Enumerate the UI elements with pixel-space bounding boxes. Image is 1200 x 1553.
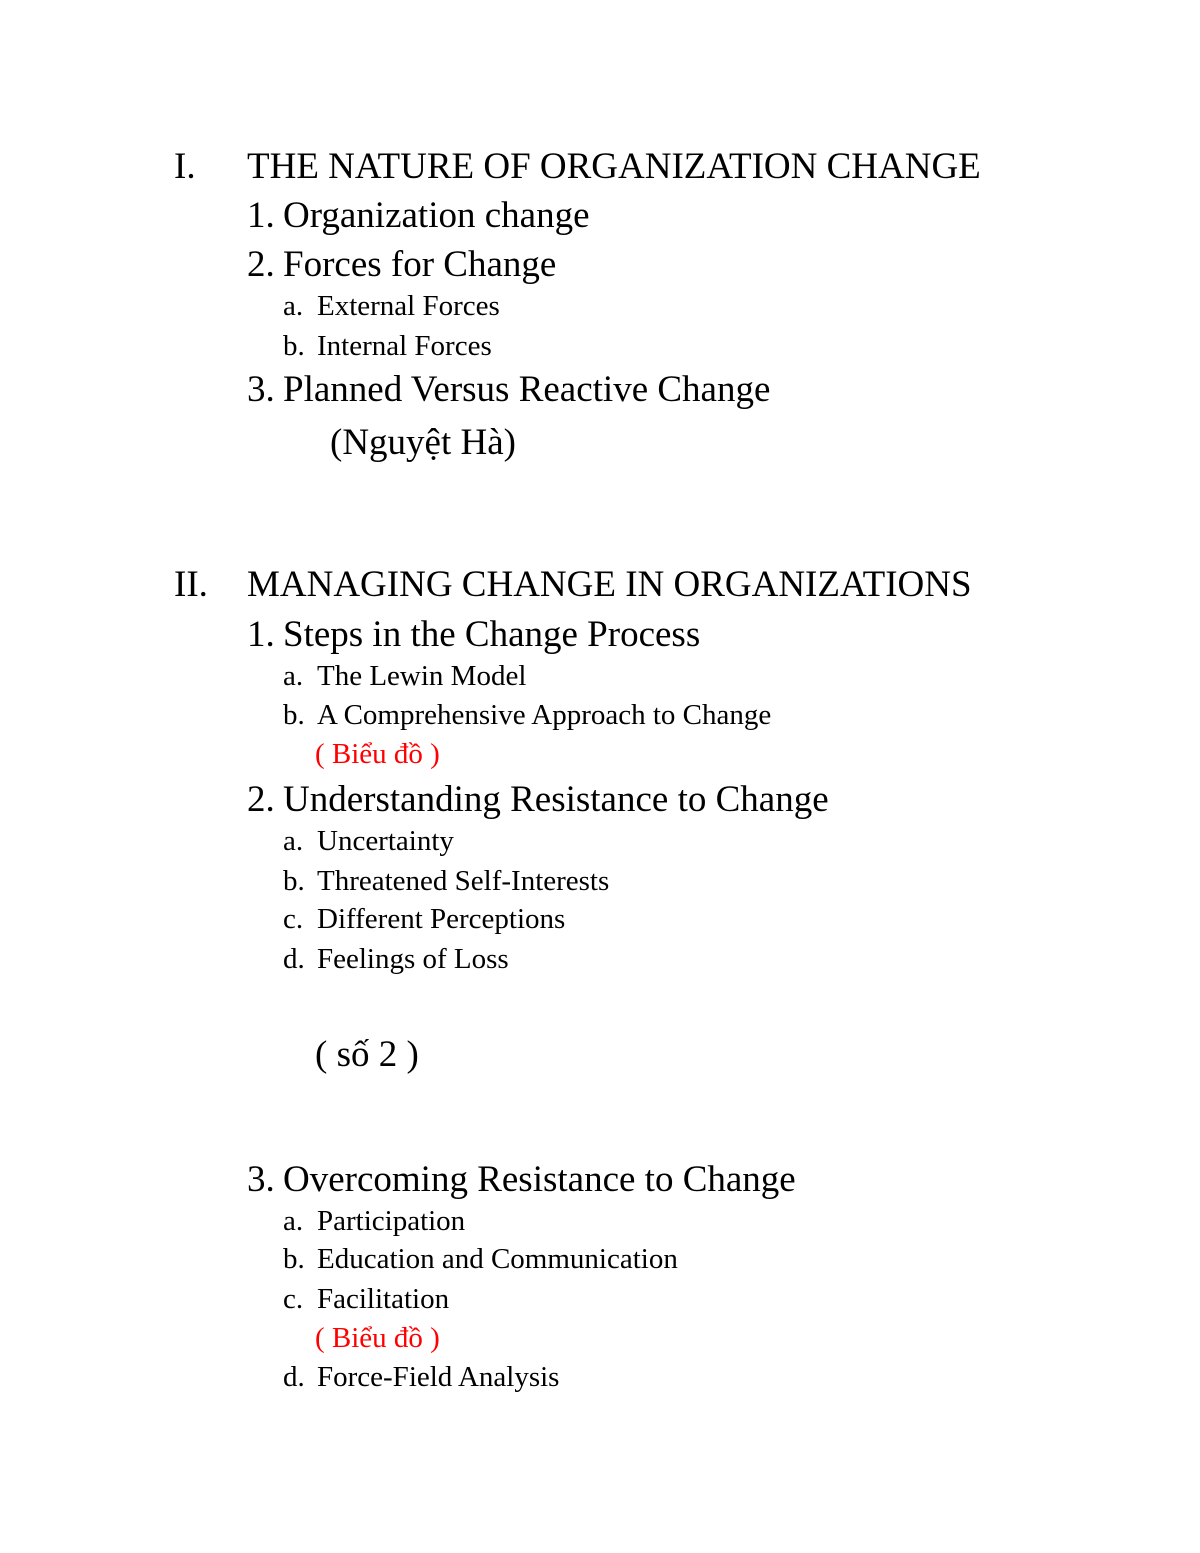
s1-item-2-text: Forces for Change — [283, 244, 557, 285]
s2-item-2-sub-a-letter: a. — [283, 825, 304, 857]
s1-item-2-number: 2. — [247, 244, 275, 285]
s2-item-2-sub-b-letter: b. — [283, 865, 305, 897]
author-note: (Nguyệt Hà) — [330, 422, 516, 463]
s1-item-2-sub-b-letter: b. — [283, 330, 305, 362]
s2-item-2-sub-c-text: Different Perceptions — [317, 903, 566, 935]
s2-item-3-chart-note: ( Biểu đồ ) — [315, 1322, 440, 1354]
s2-item-3-sub-b-letter: b. — [283, 1243, 305, 1275]
s1-item-3-text: Planned Versus Reactive Change — [283, 369, 771, 410]
s2-item-3-sub-c-text: Facilitation — [317, 1283, 450, 1315]
s2-item-2-sub-d-letter: d. — [283, 943, 305, 975]
s1-item-1-number: 1. — [247, 195, 275, 236]
s2-item-1-sub-b-letter: b. — [283, 699, 305, 731]
group-note-so-2: ( số 2 ) — [315, 1034, 419, 1075]
s2-item-3-number: 3. — [247, 1159, 275, 1200]
s2-item-2-sub-c-letter: c. — [283, 903, 304, 935]
s2-item-1-text: Steps in the Change Process — [283, 614, 701, 655]
s2-item-3-sub-a-text: Participation — [317, 1205, 466, 1237]
s1-item-3-number: 3. — [247, 369, 275, 410]
s2-item-2-number: 2. — [247, 779, 275, 820]
section-2-title: MANAGING CHANGE IN ORGANIZATIONS — [247, 564, 972, 605]
s2-item-3-sub-d-text: Force-Field Analysis — [317, 1361, 560, 1393]
s2-item-1-sub-a-letter: a. — [283, 660, 304, 692]
section-1-title: THE NATURE OF ORGANIZATION CHANGE — [247, 146, 981, 187]
s2-item-3-text: Overcoming Resistance to Change — [283, 1159, 796, 1200]
s1-item-2-sub-a-letter: a. — [283, 290, 304, 322]
s2-item-3-sub-b-text: Education and Communication — [317, 1243, 678, 1275]
s2-item-3-sub-d-letter: d. — [283, 1361, 305, 1393]
s2-item-1-sub-a-text: The Lewin Model — [317, 660, 527, 692]
s2-item-1-number: 1. — [247, 614, 275, 655]
s1-item-2-sub-a-text: External Forces — [317, 290, 500, 322]
s2-item-3-sub-a-letter: a. — [283, 1205, 304, 1237]
s2-item-1-sub-b-text: A Comprehensive Approach to Change — [317, 699, 772, 731]
s2-item-2-text: Understanding Resistance to Change — [283, 779, 829, 820]
s2-item-1-chart-note: ( Biểu đồ ) — [315, 738, 440, 770]
s1-item-2-sub-b-text: Internal Forces — [317, 330, 492, 362]
s1-item-1-text: Organization change — [283, 195, 590, 236]
section-2-numeral: II. — [174, 564, 208, 605]
section-1-numeral: I. — [174, 146, 196, 187]
s2-item-2-sub-d-text: Feelings of Loss — [317, 943, 509, 975]
s2-item-3-sub-c-letter: c. — [283, 1283, 304, 1315]
s2-item-2-sub-a-text: Uncertainty — [317, 825, 454, 857]
s2-item-2-sub-b-text: Threatened Self-Interests — [317, 865, 610, 897]
